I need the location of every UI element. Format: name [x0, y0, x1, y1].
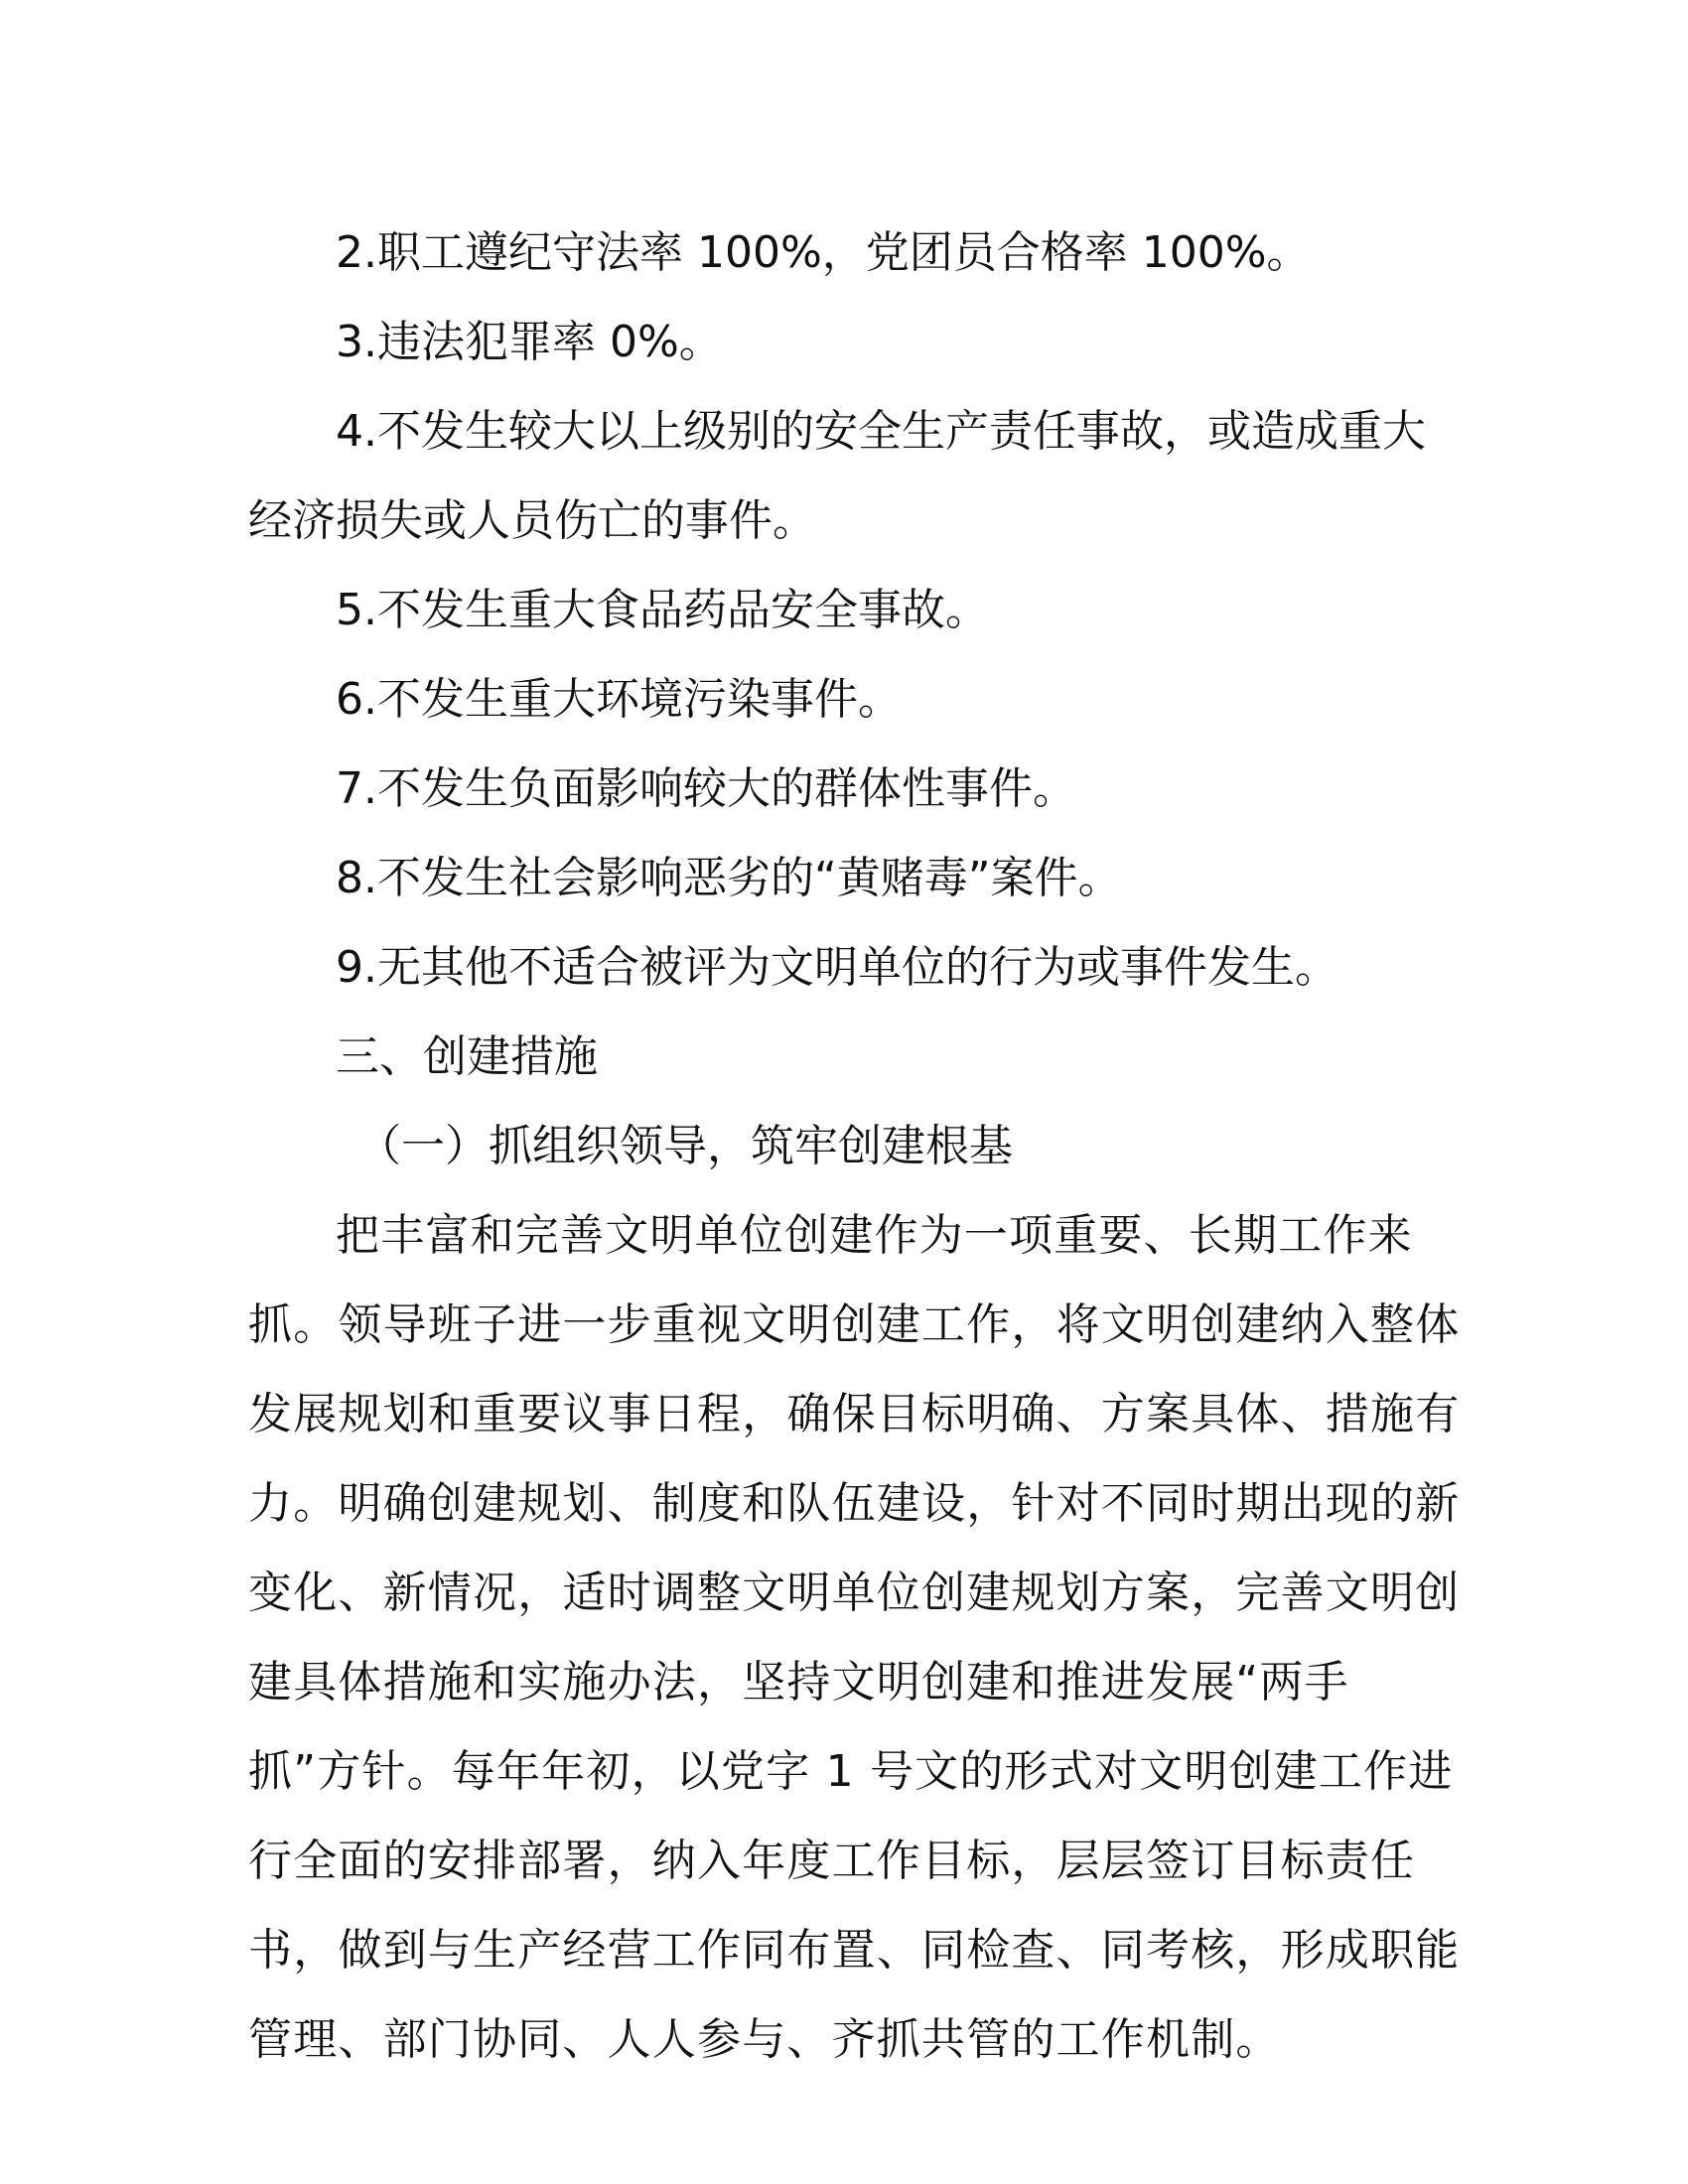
subsection-heading: （一）抓组织领导，筑牢创建根基 — [357, 1121, 1013, 1171]
body-line-6: 建具体措施和实施办法，坚持文明创建和推进发展“两手 — [248, 1657, 1349, 1707]
item-8: 8.不发生社会影响恶劣的“黄赌毒”案件。 — [336, 853, 1122, 903]
item-4-line-2: 经济损失或人员伤亡的事件。 — [248, 495, 816, 546]
document-page — [248, 208, 1461, 2085]
body-line-10: 管理、部门协同、人人参与、齐抓共管的工作机制。 — [248, 2014, 1281, 2065]
body-line-4: 力。明确创建规划、制度和队伍建设，针对不同时期出现的新 — [248, 1478, 1461, 1529]
body-line-7: 抓”方针。每年年初，以党字 1 号文的形式对文明创建工作进 — [248, 1746, 1454, 1797]
item-7: 7.不发生负面影响较大的群体性事件。 — [336, 763, 1076, 814]
body-line-8: 行全面的安排部署，纳入年度工作目标，层层签订目标责任 — [248, 1836, 1416, 1886]
item-5: 5.不发生重大食品药品安全事故。 — [336, 585, 989, 635]
body-line-5: 变化、新情况，适时调整文明单位创建规划方案，完善文明创 — [248, 1568, 1461, 1618]
item-2: 2.职工遵纪守法率 100%，党团员合格率 100%。 — [336, 227, 1311, 278]
body-line-2: 抓。领导班子进一步重视文明创建工作，将文明创建纳入整体 — [248, 1299, 1461, 1350]
item-4-line-1: 4.不发生较大以上级别的安全生产责任事故，或造成重大 — [336, 406, 1426, 457]
item-6: 6.不发生重大环境污染事件。 — [336, 674, 902, 725]
item-9: 9.无其他不适合被评为文明单位的行为或事件发生。 — [336, 942, 1338, 993]
body-line-9: 书，做到与生产经营工作同布置、同检查、同考核，形成职能 — [248, 1925, 1461, 1976]
item-3: 3.违法犯罪率 0%。 — [336, 317, 723, 367]
body-line-1: 把丰富和完善文明单位创建作为一项重要、长期工作来 — [336, 1210, 1413, 1261]
body-line-3: 发展规划和重要议事日程，确保目标明确、方案具体、措施有 — [248, 1389, 1461, 1439]
section-heading: 三、创建措施 — [336, 1031, 598, 1082]
